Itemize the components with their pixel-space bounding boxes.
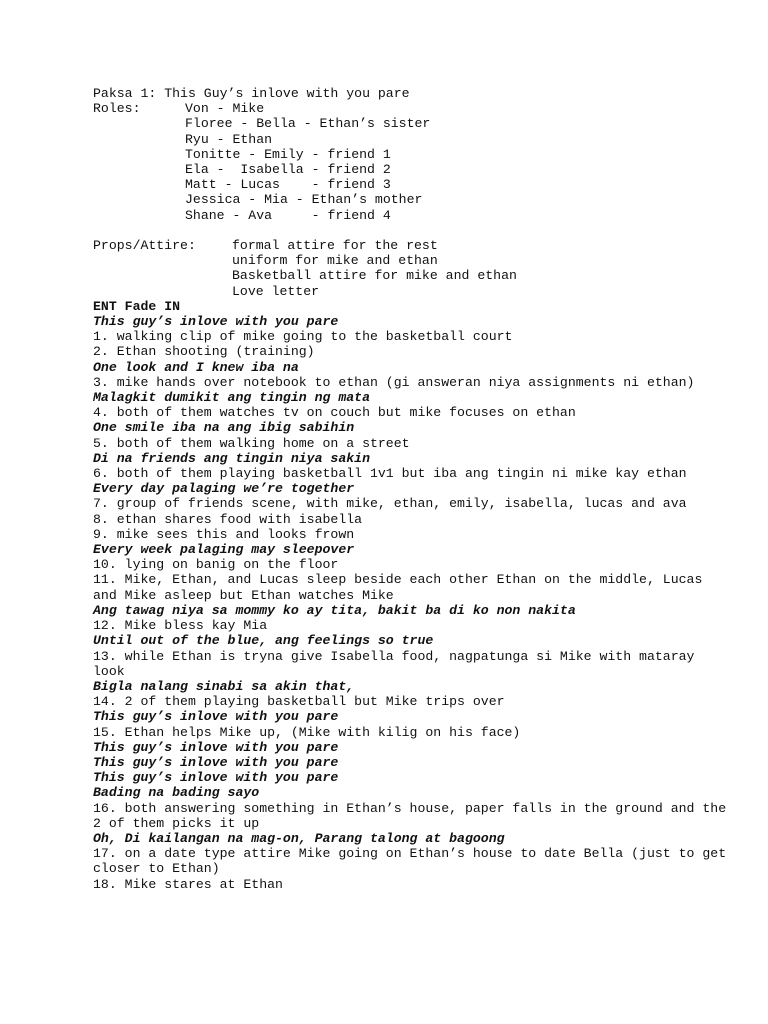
role-entry: Ela - Isabella - friend 2 [185, 162, 391, 178]
shot-line: 18. Mike stares at Ethan [93, 876, 283, 892]
shot-line: 9. mike sees this and looks frown [93, 526, 355, 542]
role-entry: Von - Mike [185, 101, 265, 117]
prop-entry: uniform for mike and ethan [232, 253, 438, 269]
role-entry: Ryu - Ethan [185, 131, 273, 147]
lyric-line: Bigla nalang sinabi sa akin that, [93, 678, 355, 694]
shot-line: 12. Mike bless kay Mia [93, 618, 268, 634]
shot-line: 8. ethan shares food with isabella [93, 511, 363, 527]
shot-line: 1. walking clip of mike going to the basketball court [93, 329, 513, 345]
lyric-line: This guy’s inlove with you pare [93, 770, 339, 786]
lyric-line: This guy’s inlove with you pare [93, 709, 339, 725]
shot-line: 2. Ethan shooting (training) [93, 344, 315, 360]
shot-line: 16. both answering something in Ethan’s house, paper falls in the ground and the 2 of them picks it up [93, 800, 735, 831]
lyric-line: Bading na bading sayo [93, 785, 260, 801]
role-entry: Tonitte - Emily - friend 1 [185, 146, 391, 162]
role-entry: Jessica - Mia - Ethan’s mother [185, 192, 423, 208]
prop-entry: formal attire for the rest [232, 238, 438, 254]
lyric-line: Every day palaging we’re together [93, 481, 355, 497]
role-entry: Shane - Ava - friend 4 [185, 207, 391, 223]
lyric-line: One look and I knew iba na [93, 359, 299, 375]
roles-section [93, 101, 733, 223]
lyric-line: This guy’s inlove with you pare [93, 754, 339, 770]
shot-line: 15. Ethan helps Mike up, (Mike with kilig on his face) [93, 724, 521, 740]
lyric-line: Every week palaging may sleepover [93, 542, 355, 558]
prop-entry: Love letter [232, 283, 320, 299]
shot-line: 5. both of them walking home on a street [93, 435, 410, 451]
lyric-line: Oh, Di kailangan na mag-on, Parang talong at bagoong [93, 830, 505, 846]
spacer [93, 223, 733, 238]
shot-line: 6. both of them playing basketball 1v1 but iba ang tingin ni mike kay ethan [93, 466, 687, 482]
shot-line: 4. both of them watches tv on couch but mike focuses on ethan [93, 405, 576, 421]
props-list [232, 238, 733, 299]
shot-line: 11. Mike, Ethan, and Lucas sleep beside each other Ethan on the middle, Lucas and Mike asleep but Ethan watches Mike [93, 572, 711, 603]
shot-line: 13. while Ethan is tryna give Isabella food, nagpatunga si Mike with mataray look [93, 648, 703, 679]
role-entry: Floree - Bella - Ethan’s sister [185, 116, 431, 132]
shot-line: 7. group of friends scene, with mike, ethan, emily, isabella, lucas and ava [93, 496, 687, 512]
scene-heading: ENT Fade IN [93, 298, 181, 314]
document-page [93, 86, 733, 892]
lyric-line: This guy’s inlove with you pare [93, 314, 339, 330]
document-title: Paksa 1: This Guy’s inlove with you pare [93, 86, 410, 101]
lyric-line: Malagkit dumikit ang tingin ng mata [93, 390, 370, 406]
script-body [93, 299, 733, 892]
shot-line: 17. on a date type attire Mike going on Ethan’s house to date Bella (just to get closer to Ethan) [93, 846, 735, 877]
roles-list [185, 101, 733, 223]
shot-line: 10. lying on banig on the floor [93, 557, 339, 573]
prop-entry: Basketball attire for mike and ethan [232, 268, 517, 284]
lyric-line: Until out of the blue, ang feelings so true [93, 633, 434, 649]
props-label: Props/Attire: [93, 238, 196, 254]
lyric-line: Di na friends ang tingin niya sakin [93, 450, 370, 466]
lyric-line: One smile iba na ang ibig sabihin [93, 420, 355, 436]
shot-line: 14. 2 of them playing basketball but Mike trips over [93, 694, 505, 710]
lyric-line: This guy’s inlove with you pare [93, 739, 339, 755]
lyric-line: Ang tawag niya sa mommy ko ay tita, bakit ba di ko non nakita [93, 602, 576, 618]
roles-label: Roles: [93, 101, 141, 117]
props-section [93, 238, 733, 299]
shot-line: 3. mike hands over notebook to ethan (gi answeran niya assignments ni ethan) [93, 374, 695, 390]
role-entry: Matt - Lucas - friend 3 [185, 177, 391, 193]
